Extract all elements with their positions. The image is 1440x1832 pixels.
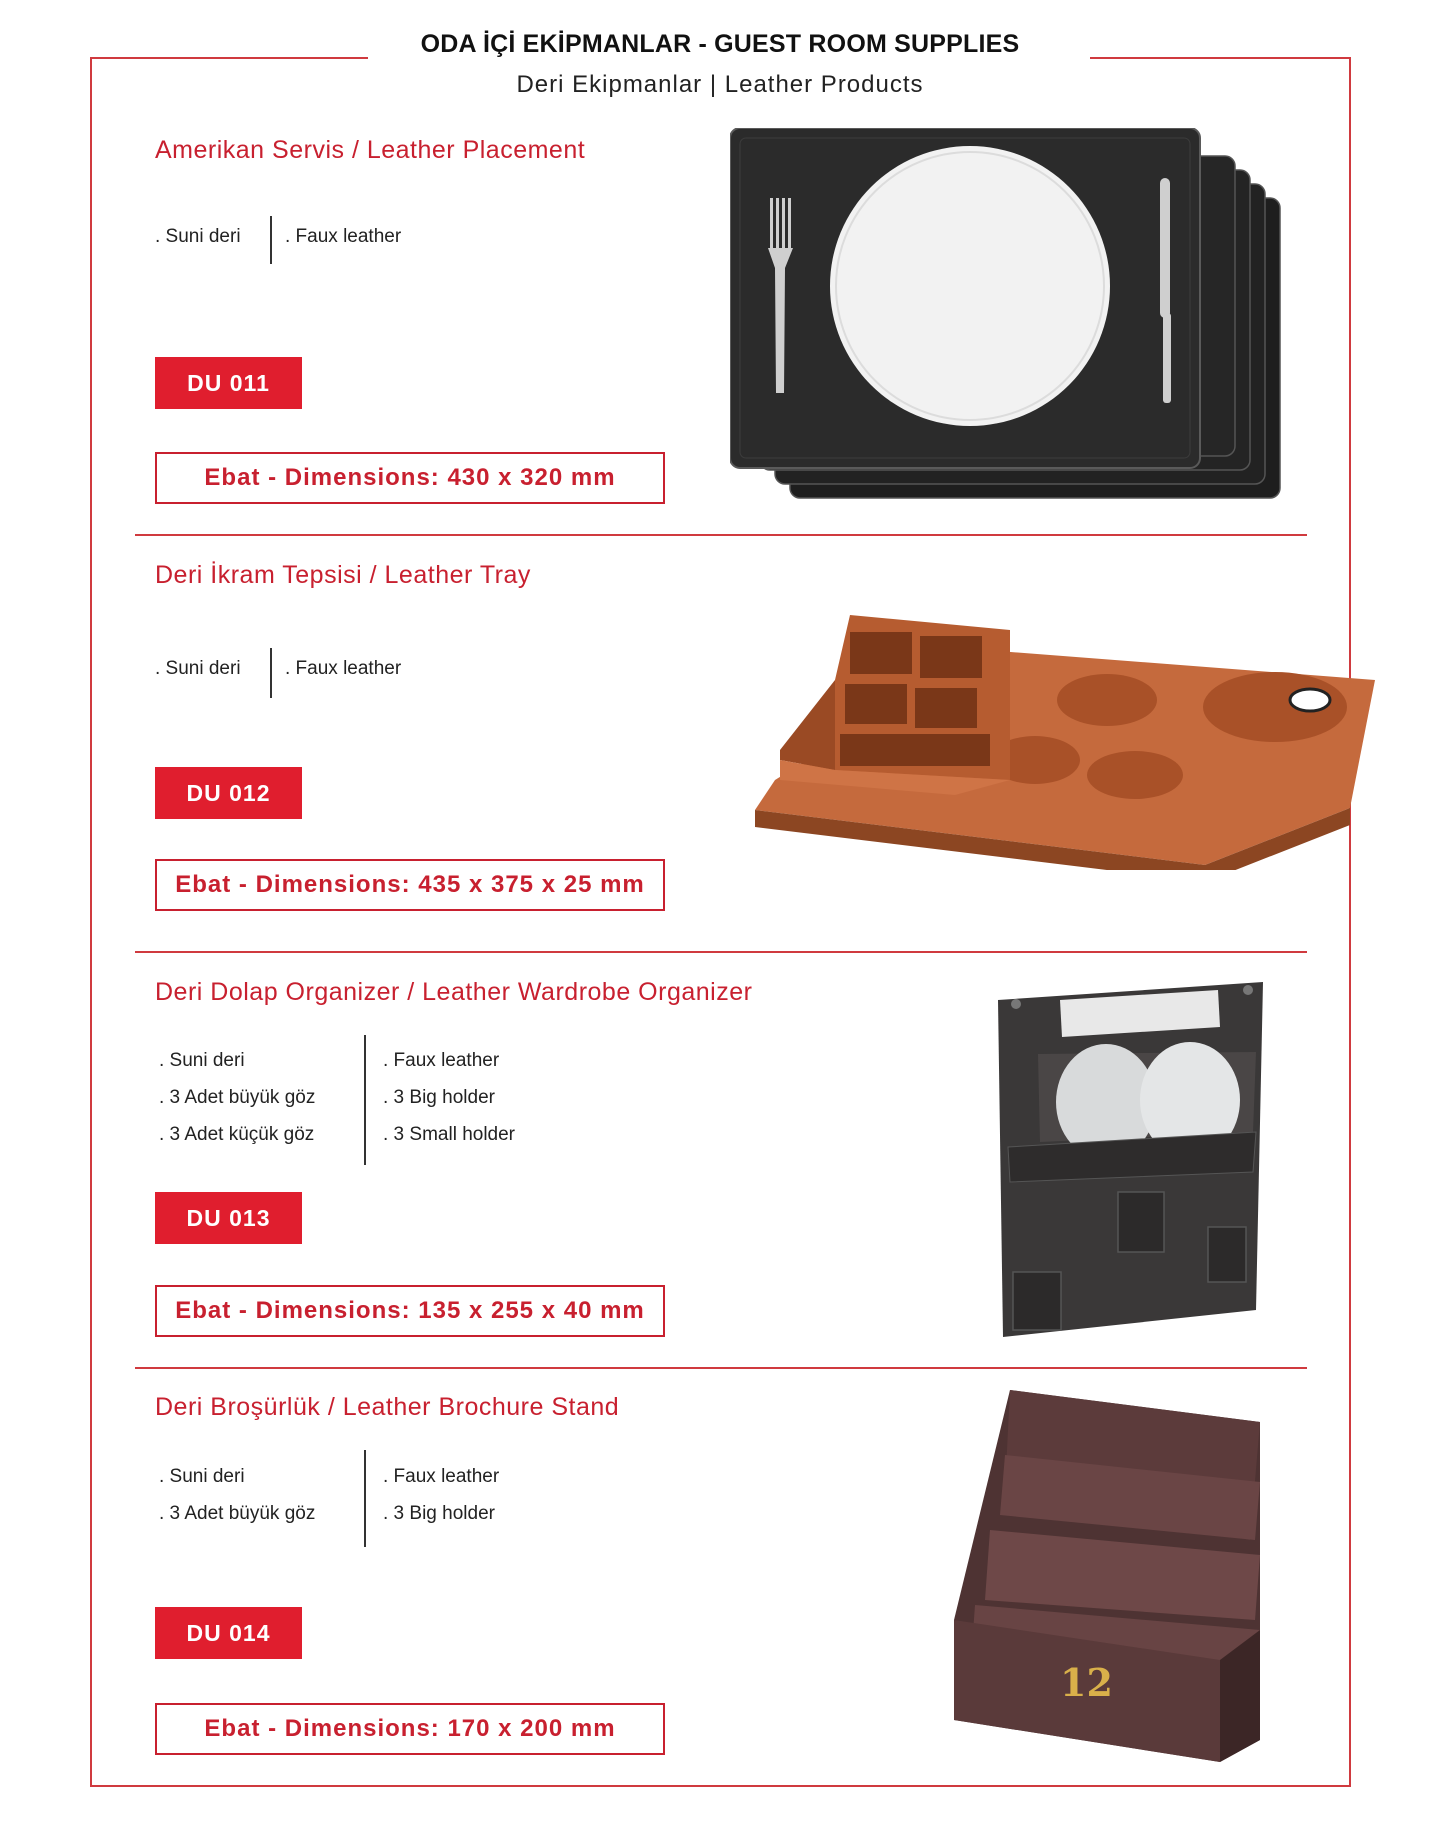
feature-item: . 3 Big holder	[383, 1087, 495, 1108]
page-subtitle: Deri Ekipmanlar | Leather Products	[516, 71, 924, 98]
product-title: Amerikan Servis / Leather Placement	[155, 136, 586, 164]
feature-item: . Suni deri	[155, 226, 241, 247]
brochure-stand-image	[950, 1390, 1270, 1765]
product-code: DU 013	[155, 1192, 302, 1244]
product-title: Deri Dolap Organizer / Leather Wardrobe Organizer	[155, 978, 753, 1006]
dimensions-box: Ebat - Dimensions: 170 x 200 mm	[155, 1703, 665, 1755]
feature-item: . Suni deri	[159, 1466, 245, 1487]
feature-item: . 3 Adet küçük göz	[159, 1124, 315, 1145]
feature-item: . Suni deri	[159, 1050, 245, 1071]
feature-item: . Suni deri	[155, 658, 241, 679]
feature-item: . Faux leather	[285, 226, 402, 247]
feature-item: . Faux leather	[383, 1050, 500, 1071]
product-code: DU 011	[155, 357, 302, 409]
feature-item: . Faux leather	[383, 1466, 500, 1487]
features-tr	[159, 1458, 315, 1532]
feature-item: . 3 Small holder	[383, 1124, 516, 1145]
dimensions-box: Ebat - Dimensions: 435 x 375 x 25 mm	[155, 859, 665, 911]
feature-divider	[364, 1450, 366, 1547]
feature-item: . 3 Big holder	[383, 1503, 495, 1524]
product-title: Deri İkram Tepsisi / Leather Tray	[155, 561, 531, 589]
feature-item: . 3 Adet büyük göz	[159, 1087, 316, 1108]
product-code: DU 012	[155, 767, 302, 819]
stand-number: 12	[1060, 1660, 1113, 1705]
page-title: ODA İÇİ EKİPMANLAR - GUEST ROOM SUPPLIES	[420, 30, 1020, 58]
product-title: Deri Broşürlük / Leather Brochure Stand	[155, 1393, 620, 1421]
dimensions-box: Ebat - Dimensions: 135 x 255 x 40 mm	[155, 1285, 665, 1337]
feature-item: . 3 Adet büyük göz	[159, 1503, 316, 1524]
feature-item: . Faux leather	[285, 658, 402, 679]
product-du014	[90, 0, 1351, 1780]
product-code: DU 014	[155, 1607, 302, 1659]
features-en	[383, 1458, 499, 1532]
dimensions-box: Ebat - Dimensions: 430 x 320 mm	[155, 452, 665, 504]
